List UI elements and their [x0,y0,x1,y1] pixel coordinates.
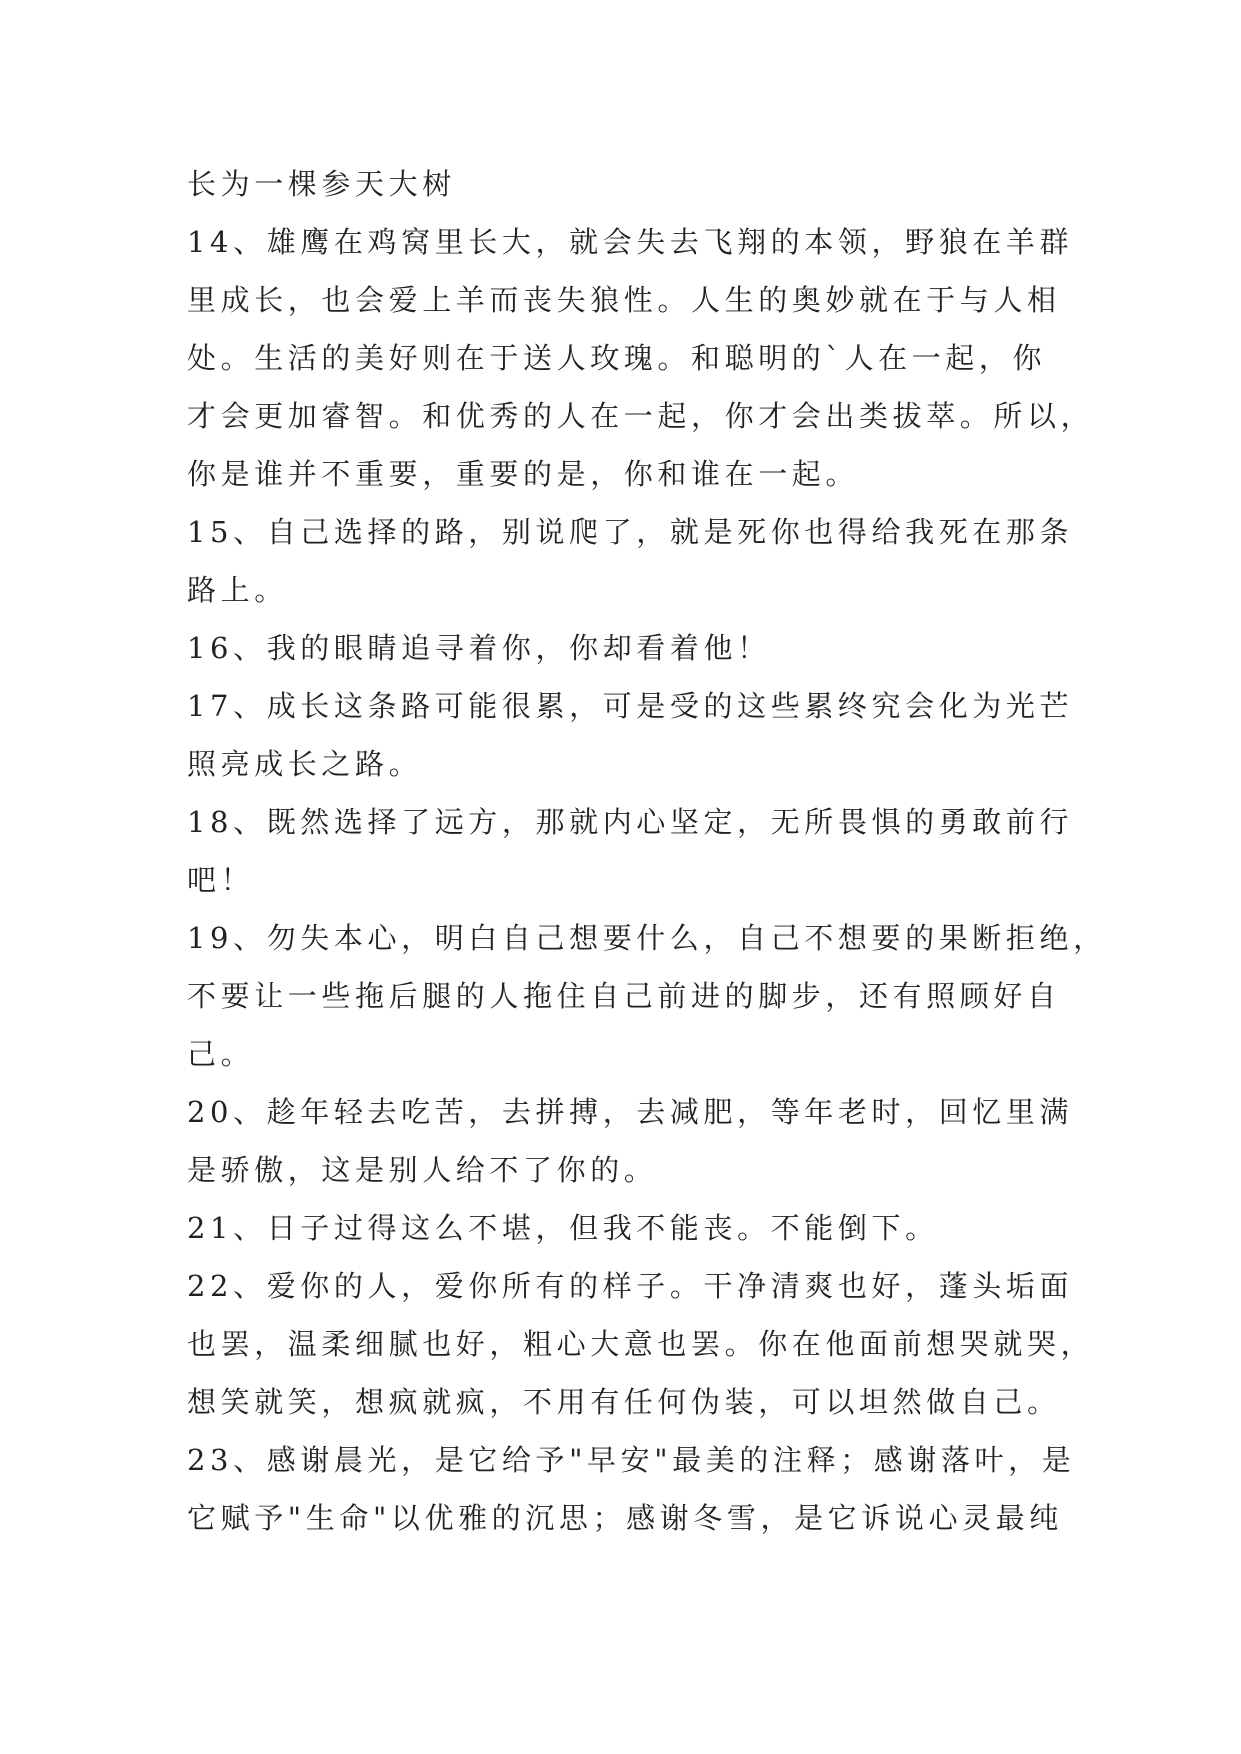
text-line: 你是谁并不重要，重要的是，你和谁在一起。 [187,457,860,491]
text-line: 22、爱你的人，爱你所有的样子。干净清爽也好，蓬头垢面 [187,1269,1074,1303]
text-line: 14、雄鹰在鸡窝里长大，就会失去飞翔的本领，野狼在羊群 [187,225,1074,259]
text-line: 想笑就笑，想疯就疯，不用有任何伪装，可以坦然做自己。 [187,1385,1061,1419]
text-line: 17、成长这条路可能很累，可是受的这些累终究会化为光芒 [187,689,1074,723]
text-line: 18、既然选择了远方，那就内心坚定，无所畏惧的勇敢前行 [187,805,1074,839]
text-line: 路上。 [187,573,288,607]
text-line: 也罢，温柔细腻也好，粗心大意也罢。你在他面前想哭就哭， [187,1327,1095,1361]
text-line: 23、感谢晨光，是它给予"早安"最美的注释；感谢落叶，是 [187,1443,1076,1477]
text-line: 它赋予"生命"以优雅的沉思；感谢冬雪，是它诉说心灵最纯 [187,1501,1063,1535]
text-line: 19、勿失本心，明白自己想要什么，自己不想要的果断拒绝， [187,921,1107,955]
text-line: 不要让一些拖后腿的人拖住自己前进的脚步，还有照顾好自 [187,979,1061,1013]
text-line: 是骄傲，这是别人给不了你的。 [187,1153,658,1187]
text-line: 21、日子过得这么不堪，但我不能丧。不能倒下。 [187,1211,939,1245]
text-line: 里成长，也会爱上羊而丧失狼性。人生的奥妙就在于与人相 [187,283,1061,317]
text-line: 才会更加睿智。和优秀的人在一起，你才会出类拔萃。所以， [187,399,1095,433]
document-body [187,155,1107,1547]
text-line: 16、我的眼睛追寻着你，你却看着他！ [187,631,771,665]
text-line: 吧！ [187,863,255,897]
text-line: 照亮成长之路。 [187,747,423,781]
text-line: 20、趁年轻去吃苦，去拼搏，去减肥，等年老时，回忆里满 [187,1095,1074,1129]
text-line: 处。生活的美好则在于送人玫瑰。和聪明的`人在一起，你 [187,341,1047,375]
text-line: 15、自己选择的路，别说爬了，就是死你也得给我死在那条 [187,515,1074,549]
text-line: 己。 [187,1037,255,1071]
text-line: 长为一棵参天大树 [187,167,456,201]
